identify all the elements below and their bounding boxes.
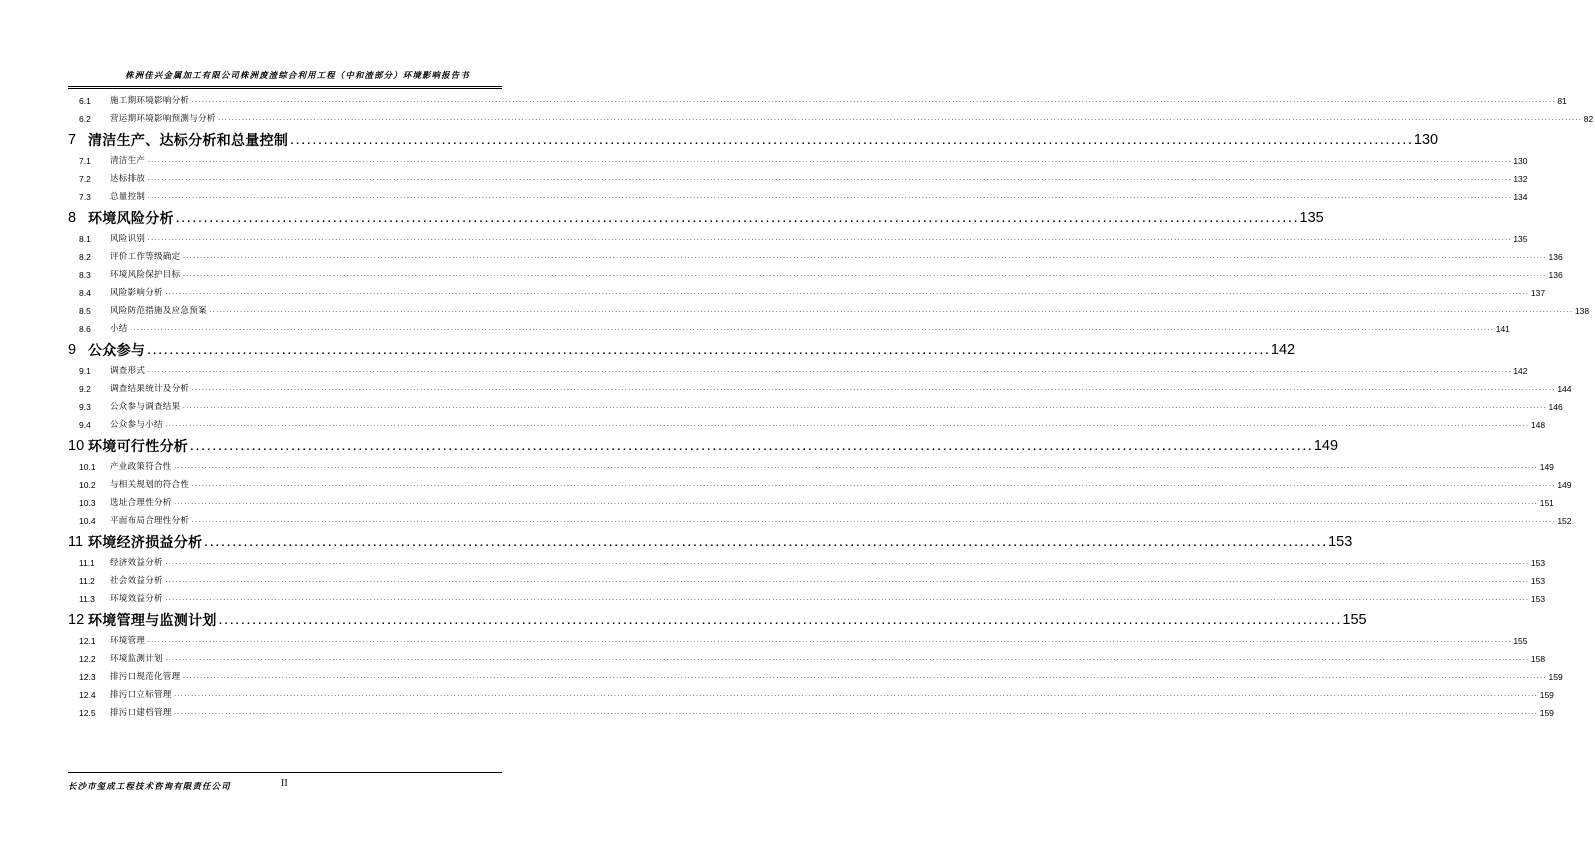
toc-entry-title: 环境经济损益分析 <box>88 535 203 551</box>
toc-entry-title: 环境管理与监测计划 <box>88 613 217 629</box>
toc-entry-title: 环境管理 <box>110 636 146 646</box>
toc-entry-title: 公众参与 <box>88 343 146 359</box>
toc-dot-leader: ................................................................................................................................................................................................................................................................................................................................................................................................................ <box>191 98 1556 104</box>
toc-entry-number: 8 <box>68 210 77 226</box>
toc-section-entry[interactable] <box>68 458 1554 476</box>
toc-dot-leader: ................................................................................................................................................................................................................................................................................................................................................................................................................ <box>164 422 1529 428</box>
toc-section-entry[interactable] <box>68 110 1594 128</box>
toc-dot-leader: ........................................................................................................................................................................................................ <box>203 539 1328 549</box>
toc-entry-page: 130 <box>1413 132 1439 148</box>
toc-dot-leader: ................................................................................................................................................................................................................................................................................................................................................................................................................ <box>191 482 1556 488</box>
toc-entry-title: 风险防范措施及应急预案 <box>110 306 207 316</box>
toc-section-entry[interactable] <box>68 704 1554 722</box>
toc-dot-leader: ................................................................................................................................................................................................................................................................................................................................................................................................................ <box>164 290 1529 296</box>
toc-entry-number: 10 <box>68 438 85 454</box>
toc-entry-number: 12.4 <box>79 690 96 700</box>
toc-chapter-entry[interactable] <box>68 434 1339 458</box>
toc-entry-title: 环境风险分析 <box>88 211 174 227</box>
toc-chapter-entry[interactable] <box>68 206 1324 230</box>
toc-entry-number: 8.5 <box>79 306 91 316</box>
header-rule-thin <box>68 88 502 89</box>
toc-entry-title: 清洁生产、达标分析和总量控制 <box>88 133 289 149</box>
toc-dot-leader: ................................................................................................................................................................................................................................................................................................................................................................................................................ <box>191 386 1556 392</box>
toc-section-entry[interactable] <box>68 554 1546 572</box>
toc-entry-page: 142 <box>1513 366 1528 376</box>
toc-dot-leader: ................................................................................................................................................................................................................................................................................................................................................................................................................ <box>147 158 1512 164</box>
toc-dot-leader: ................................................................................................................................................................................................................................................................................................................................................................................................................ <box>208 308 1573 314</box>
toc-entry-page: 149 <box>1313 438 1339 454</box>
toc-entry-page: 155 <box>1342 612 1367 628</box>
toc-section-entry[interactable] <box>68 380 1572 398</box>
toc-entry-number: 10.3 <box>79 498 96 508</box>
toc-dot-leader: ................................................................................................................................................................................................................................................................................................................................................................................................................ <box>164 560 1529 566</box>
toc-entry-title: 清洁生产 <box>110 156 146 166</box>
toc-entry-number: 12.3 <box>79 672 96 682</box>
toc-section-entry[interactable] <box>68 302 1590 320</box>
toc-entry-number: 8.4 <box>79 288 91 298</box>
toc-entry-page: 130 <box>1513 156 1528 166</box>
toc-section-entry[interactable] <box>68 152 1528 170</box>
toc-entry-page: 152 <box>1557 516 1572 526</box>
toc-dot-leader: ................................................................................................................................................................................................................................................................................................................................................................................................................ <box>173 692 1538 698</box>
toc-entry-page: 153 <box>1530 594 1546 604</box>
toc-entry-number: 8.1 <box>79 234 91 244</box>
toc-entry-title: 营运期环境影响预测与分析 <box>110 114 216 124</box>
toc-entry-title: 小结 <box>110 324 128 334</box>
toc-entry-page: 158 <box>1530 654 1546 664</box>
toc-dot-leader: ................................................................................................................................................................................................................................................................................................................................................................................................................ <box>129 326 1494 332</box>
toc-section-entry[interactable] <box>68 188 1528 206</box>
toc-entry-number: 11.1 <box>79 558 95 568</box>
toc-entry-number: 10.1 <box>79 462 96 472</box>
toc-section-entry[interactable] <box>68 590 1546 608</box>
toc-entry-title: 经济效益分析 <box>110 558 163 568</box>
toc-section-entry[interactable] <box>68 362 1528 380</box>
toc-dot-leader: ........................................................................................................................................................................................................ <box>146 347 1270 357</box>
toc-dot-leader: ........................................................................................................................................................................................................ <box>289 137 1413 147</box>
toc-entry-number: 10.4 <box>79 516 96 526</box>
toc-entry-page: 159 <box>1548 672 1563 682</box>
toc-entry-title: 平面布局合理性分析 <box>110 516 190 526</box>
toc-entry-page: 136 <box>1548 270 1563 280</box>
toc-section-entry[interactable] <box>68 572 1546 590</box>
toc-chapter-entry[interactable] <box>68 530 1353 554</box>
toc-entry-number: 7 <box>68 132 77 148</box>
toc-entry-page: 148 <box>1530 420 1546 430</box>
toc-entry-title: 选址合理性分析 <box>110 498 172 508</box>
toc-entry-title: 总量控制 <box>110 192 146 202</box>
toc-entry-page: 155 <box>1513 636 1528 646</box>
toc-chapter-entry[interactable] <box>68 338 1296 362</box>
toc-entry-page: 134 <box>1513 192 1528 202</box>
toc-entry-title: 施工期环境影响分析 <box>110 96 190 106</box>
toc-dot-leader: ................................................................................................................................................................................................................................................................................................................................................................................................................ <box>173 500 1538 506</box>
toc-entry-page: 144 <box>1557 384 1572 394</box>
header-rule <box>68 86 502 87</box>
toc-entry-title: 社会效益分析 <box>110 576 163 586</box>
toc-entry-title: 评价工作等级确定 <box>110 252 181 262</box>
toc-entry-number: 12.2 <box>79 654 96 664</box>
toc-entry-number: 9.2 <box>79 384 91 394</box>
table-of-contents <box>68 92 1594 722</box>
footer-rule <box>68 772 502 773</box>
toc-dot-leader: ................................................................................................................................................................................................................................................................................................................................................................................................................ <box>164 596 1529 602</box>
toc-entry-number: 8.6 <box>79 324 91 334</box>
toc-section-entry[interactable] <box>68 476 1572 494</box>
toc-section-entry[interactable] <box>68 266 1563 284</box>
toc-section-entry[interactable] <box>68 416 1546 434</box>
toc-dot-leader: ................................................................................................................................................................................................................................................................................................................................................................................................................ <box>164 656 1529 662</box>
toc-dot-leader: ................................................................................................................................................................................................................................................................................................................................................................................................................ <box>173 710 1538 716</box>
footer-page-number: II <box>281 778 288 789</box>
toc-dot-leader: ........................................................................................................................................................................................................ <box>217 617 1342 627</box>
toc-entry-number: 9 <box>68 342 77 358</box>
toc-dot-leader: ................................................................................................................................................................................................................................................................................................................................................................................................................ <box>182 272 1547 278</box>
toc-section-entry[interactable] <box>68 248 1563 266</box>
toc-entry-number: 9.1 <box>79 366 91 376</box>
toc-entry-page: 135 <box>1299 210 1324 226</box>
toc-section-entry[interactable] <box>68 650 1546 668</box>
toc-entry-page: 151 <box>1539 498 1554 508</box>
toc-entry-title: 排污口立标管理 <box>110 690 172 700</box>
toc-section-entry[interactable] <box>68 230 1528 248</box>
toc-entry-number: 12 <box>68 612 85 628</box>
toc-dot-leader: ................................................................................................................................................................................................................................................................................................................................................................................................................ <box>182 254 1547 260</box>
toc-entry-number: 6.2 <box>79 114 91 124</box>
toc-entry-number: 7.3 <box>79 192 91 202</box>
toc-entry-page: 137 <box>1530 288 1546 298</box>
toc-entry-title: 环境效益分析 <box>110 594 163 604</box>
toc-entry-title: 调查结果统计及分析 <box>110 384 190 394</box>
toc-entry-number: 11.2 <box>79 576 95 586</box>
toc-entry-number: 9.3 <box>79 402 91 412</box>
toc-entry-title: 排污口建档管理 <box>110 708 172 718</box>
toc-section-entry[interactable] <box>68 284 1546 302</box>
toc-entry-title: 达标排放 <box>110 174 146 184</box>
toc-dot-leader: ................................................................................................................................................................................................................................................................................................................................................................................................................ <box>182 674 1547 680</box>
toc-entry-title: 风险识别 <box>110 234 146 244</box>
toc-section-entry[interactable] <box>68 686 1554 704</box>
toc-section-entry[interactable] <box>68 320 1510 338</box>
toc-entry-title: 风险影响分析 <box>110 288 163 298</box>
toc-entry-title: 公众参与调查结果 <box>110 402 181 412</box>
toc-entry-page: 159 <box>1539 708 1554 718</box>
footer-company-name: 长沙市玺成工程技术咨询有限责任公司 <box>68 781 231 791</box>
toc-entry-title: 与相关规划的符合性 <box>110 480 190 490</box>
toc-entry-page: 138 <box>1574 306 1590 316</box>
toc-entry-number: 9.4 <box>79 420 91 430</box>
toc-entry-page: 132 <box>1513 174 1528 184</box>
toc-dot-leader: ................................................................................................................................................................................................................................................................................................................................................................................................................ <box>191 518 1556 524</box>
toc-entry-number: 11 <box>68 534 84 550</box>
toc-entry-page: 135 <box>1513 234 1528 244</box>
toc-entry-title: 排污口规范化管理 <box>110 672 181 682</box>
toc-section-entry[interactable] <box>68 668 1563 686</box>
toc-dot-leader: ................................................................................................................................................................................................................................................................................................................................................................................................................ <box>217 116 1582 122</box>
toc-dot-leader: ........................................................................................................................................................................................................ <box>189 443 1313 453</box>
toc-entry-number: 6.1 <box>79 96 91 106</box>
toc-entry-page: 153 <box>1530 576 1546 586</box>
toc-entry-title: 环境风险保护目标 <box>110 270 181 280</box>
toc-chapter-entry[interactable] <box>68 128 1439 152</box>
toc-entry-page: 159 <box>1539 690 1554 700</box>
toc-entry-title: 公众参与小结 <box>110 420 163 430</box>
toc-entry-number: 7.1 <box>79 156 91 166</box>
toc-entry-title: 环境监测计划 <box>110 654 163 664</box>
toc-entry-number: 12.1 <box>79 636 96 646</box>
toc-dot-leader: ................................................................................................................................................................................................................................................................................................................................................................................................................ <box>173 464 1538 470</box>
toc-entry-page: 149 <box>1539 462 1554 472</box>
toc-entry-number: 8.2 <box>79 252 91 262</box>
toc-entry-title: 产业政策符合性 <box>110 462 172 472</box>
toc-entry-number: 11.3 <box>79 594 95 604</box>
running-header-title: 株洲佳兴金属加工有限公司株洲废渣综合利用工程（中和渣部分）环境影响报告书 <box>125 70 470 80</box>
toc-entry-page: 82 <box>1583 114 1594 124</box>
toc-entry-title: 调查形式 <box>110 366 146 376</box>
toc-dot-leader: ................................................................................................................................................................................................................................................................................................................................................................................................................ <box>182 404 1547 410</box>
toc-entry-page: 81 <box>1557 96 1567 106</box>
toc-dot-leader: ................................................................................................................................................................................................................................................................................................................................................................................................................ <box>147 368 1512 374</box>
toc-entry-number: 10.2 <box>79 480 96 490</box>
toc-entry-number: 12.5 <box>79 708 96 718</box>
toc-section-entry[interactable] <box>68 170 1528 188</box>
toc-dot-leader: ................................................................................................................................................................................................................................................................................................................................................................................................................ <box>147 194 1512 200</box>
toc-entry-number: 7.2 <box>79 174 91 184</box>
toc-dot-leader: ................................................................................................................................................................................................................................................................................................................................................................................................................ <box>147 638 1512 644</box>
toc-entry-page: 142 <box>1270 342 1296 358</box>
toc-chapter-entry[interactable] <box>68 608 1367 632</box>
toc-section-entry[interactable] <box>68 92 1567 110</box>
toc-entry-page: 149 <box>1557 480 1572 490</box>
toc-dot-leader: ................................................................................................................................................................................................................................................................................................................................................................................................................ <box>164 578 1529 584</box>
toc-entry-number: 8.3 <box>79 270 91 280</box>
toc-entry-page: 146 <box>1548 402 1563 412</box>
toc-entry-page: 153 <box>1530 558 1546 568</box>
toc-section-entry[interactable] <box>68 494 1554 512</box>
toc-section-entry[interactable] <box>68 512 1572 530</box>
toc-entry-page: 136 <box>1548 252 1563 262</box>
toc-dot-leader: ................................................................................................................................................................................................................................................................................................................................................................................................................ <box>147 176 1512 182</box>
toc-dot-leader: ................................................................................................................................................................................................................................................................................................................................................................................................................ <box>147 236 1512 242</box>
toc-dot-leader: ........................................................................................................................................................................................................ <box>174 215 1299 225</box>
toc-entry-page: 153 <box>1328 534 1353 550</box>
toc-entry-title: 环境可行性分析 <box>88 439 189 455</box>
toc-entry-page: 141 <box>1495 324 1510 334</box>
toc-section-entry[interactable] <box>68 398 1563 416</box>
toc-section-entry[interactable] <box>68 632 1528 650</box>
